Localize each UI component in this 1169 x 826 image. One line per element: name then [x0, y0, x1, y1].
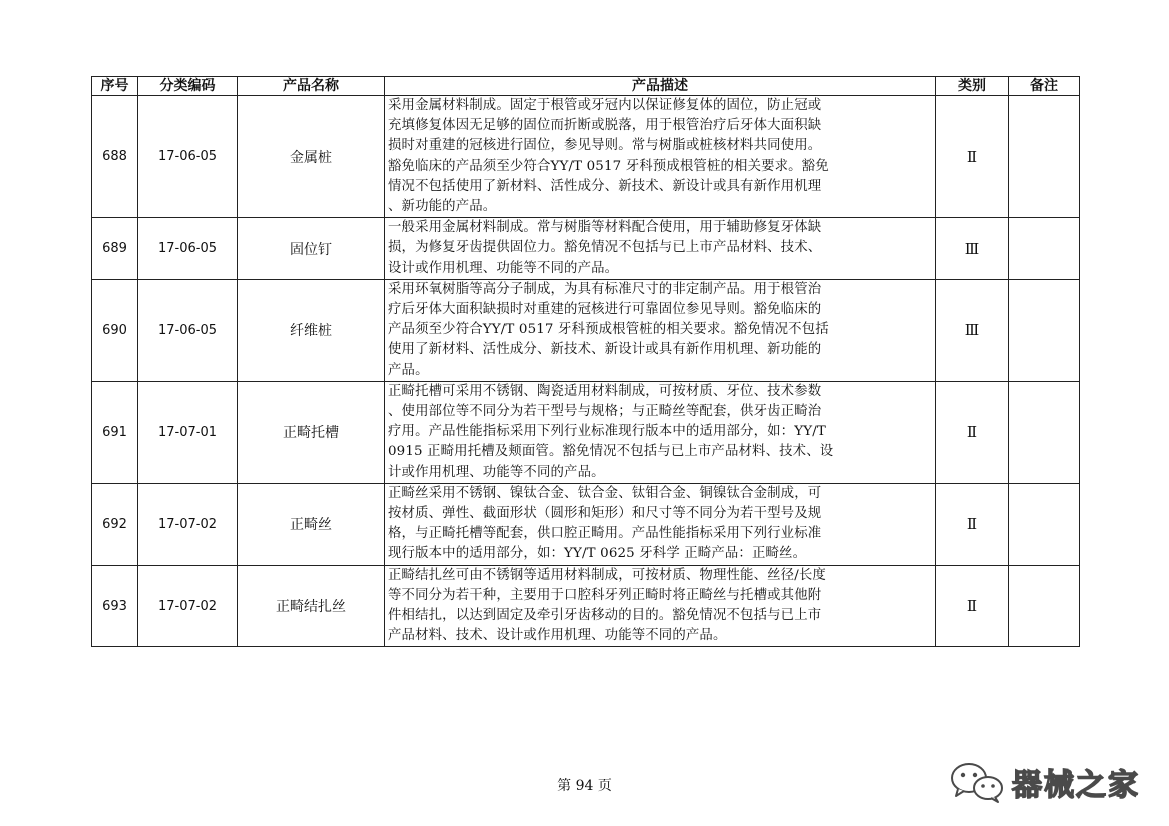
description-line: 正畸托槽可采用不锈钢、陶瓷适用材料制成，可按材质、牙位、技术参数 — [388, 383, 822, 399]
row-serial: 691 — [92, 381, 138, 483]
description-line: 一般采用金属材料制成。常与树脂等材料配合使用，用于辅助修复牙体缺 — [388, 220, 822, 236]
row-product-name: 纤维桩 — [238, 279, 385, 381]
description-line: 0915 正畸用托槽及颊面管。豁免情况不包括与已上市产品材料、技术、设 — [388, 444, 834, 460]
row-product-name: 金属桩 — [238, 96, 385, 218]
description-line: 产品材料、技术、设计或作用机理、功能等不同的产品。 — [388, 628, 727, 644]
table-row — [92, 218, 1080, 280]
description-line: 设计或作用机理、功能等不同的产品。 — [388, 260, 619, 276]
row-serial: 688 — [92, 96, 138, 218]
row-category-code: 17-06-05 — [138, 96, 238, 218]
row-class: Ⅱ — [936, 381, 1009, 483]
row-serial: 690 — [92, 279, 138, 381]
description-line: 充填修复体因无足够的固位而折断或脱落，用于根管治疗后牙体大面积缺 — [388, 118, 822, 134]
description-line: 件相结扎，以达到固定及牵引牙齿移动的目的。豁免情况不包括与已上市 — [388, 608, 822, 624]
description-line: 等不同分为若干种，主要用于口腔科牙列正畸时将正畸丝与托槽或其他附 — [388, 587, 822, 603]
row-product-description — [385, 381, 936, 483]
description-line: 计或作用机理、功能等不同的产品。 — [388, 464, 605, 480]
row-product-name: 正畸托槽 — [238, 381, 385, 483]
row-remarks — [1009, 381, 1080, 483]
table-row — [92, 565, 1080, 647]
description-line: 、使用部位等不同分为若干型号与规格；与正畸丝等配套，供牙齿正畸治 — [388, 404, 822, 420]
row-product-description — [385, 279, 936, 381]
description-line: 产品须至少符合YY/T 0517 牙科预成根管桩的相关要求。豁免情况不包括 — [388, 322, 829, 338]
description-line: 正畸结扎丝可由不锈钢等适用材料制成，可按材质、物理性能、丝径/长度 — [388, 567, 826, 583]
header-class: 类别 — [936, 77, 1009, 96]
description-line: 格，与正畸托槽等配套，供口腔正畸用。产品性能指标采用下列行业标准 — [388, 526, 822, 542]
row-remarks — [1009, 483, 1080, 565]
watermark — [948, 760, 1140, 804]
description-line: 产品。 — [388, 362, 429, 378]
row-class: Ⅱ — [936, 96, 1009, 218]
catalog-table — [91, 76, 1080, 647]
description-line: 、新功能的产品。 — [388, 199, 497, 215]
description-line: 损时对重建的冠核进行固位，参见导则。常与树脂或桩核材料共同使用。 — [388, 138, 822, 154]
description-line: 疗用。产品性能指标采用下列行业标准现行版本中的适用部分，如：YY/T — [388, 424, 826, 440]
row-class: Ⅱ — [936, 483, 1009, 565]
header-product-name: 产品名称 — [238, 77, 385, 96]
table-row — [92, 96, 1080, 218]
row-category-code: 17-07-02 — [138, 483, 238, 565]
page-number: 第 94 页 — [557, 778, 612, 794]
row-category-code: 17-06-05 — [138, 279, 238, 381]
row-product-description — [385, 483, 936, 565]
description-line: 豁免临床的产品须至少符合YY/T 0517 牙科预成根管桩的相关要求。豁免 — [388, 158, 829, 174]
row-serial: 689 — [92, 218, 138, 280]
table-row — [92, 483, 1080, 565]
row-serial: 692 — [92, 483, 138, 565]
table-row — [92, 381, 1080, 483]
description-line: 使用了新材料、活性成分、新技术、新设计或具有新作用机理、新功能的 — [388, 342, 822, 358]
row-category-code: 17-07-01 — [138, 381, 238, 483]
description-line: 正畸丝采用不锈钢、镍钛合金、钛合金、钛钼合金、铜镍钛合金制成，可 — [388, 485, 822, 501]
row-remarks — [1009, 565, 1080, 647]
description-line: 采用环氧树脂等高分子制成，为具有标准尺寸的非定制产品。用于根管治 — [388, 281, 822, 297]
description-line: 损，为修复牙齿提供固位力。豁免情况不包括与已上市产品材料、技术、 — [388, 240, 822, 256]
row-serial: 693 — [92, 565, 138, 647]
header-product-description: 产品描述 — [385, 77, 936, 96]
row-product-name: 正畸结扎丝 — [238, 565, 385, 647]
row-product-description — [385, 218, 936, 280]
row-product-name: 固位钉 — [238, 218, 385, 280]
header-row — [92, 77, 1080, 96]
row-product-name: 正畸丝 — [238, 483, 385, 565]
row-product-description — [385, 565, 936, 647]
row-class: Ⅱ — [936, 565, 1009, 647]
header-serial: 序号 — [92, 77, 138, 96]
header-category-code: 分类编码 — [138, 77, 238, 96]
description-line: 情况不包括使用了新材料、活性成分、新技术、新设计或具有新作用机理 — [388, 178, 822, 194]
wechat-icon — [948, 760, 1006, 804]
description-line: 现行版本中的适用部分，如：YY/T 0625 牙科学 正畸产品：正畸丝。 — [388, 546, 807, 562]
row-category-code: 17-06-05 — [138, 218, 238, 280]
row-remarks — [1009, 279, 1080, 381]
header-remarks: 备注 — [1009, 77, 1080, 96]
description-line: 疗后牙体大面积缺损时对重建的冠核进行可靠固位参见导则。豁免临床的 — [388, 302, 822, 318]
row-remarks — [1009, 218, 1080, 280]
table-row — [92, 279, 1080, 381]
row-class: Ⅲ — [936, 279, 1009, 381]
description-line: 按材质、弹性、截面形状（圆形和矩形）和尺寸等不同分为若干型号及规 — [388, 506, 822, 522]
watermark-text: 器械之家 — [1012, 768, 1140, 803]
row-category-code: 17-07-02 — [138, 565, 238, 647]
row-product-description — [385, 96, 936, 218]
row-class: Ⅲ — [936, 218, 1009, 280]
row-remarks — [1009, 96, 1080, 218]
description-line: 采用金属材料制成。固定于根管或牙冠内以保证修复体的固位，防止冠或 — [388, 98, 822, 113]
